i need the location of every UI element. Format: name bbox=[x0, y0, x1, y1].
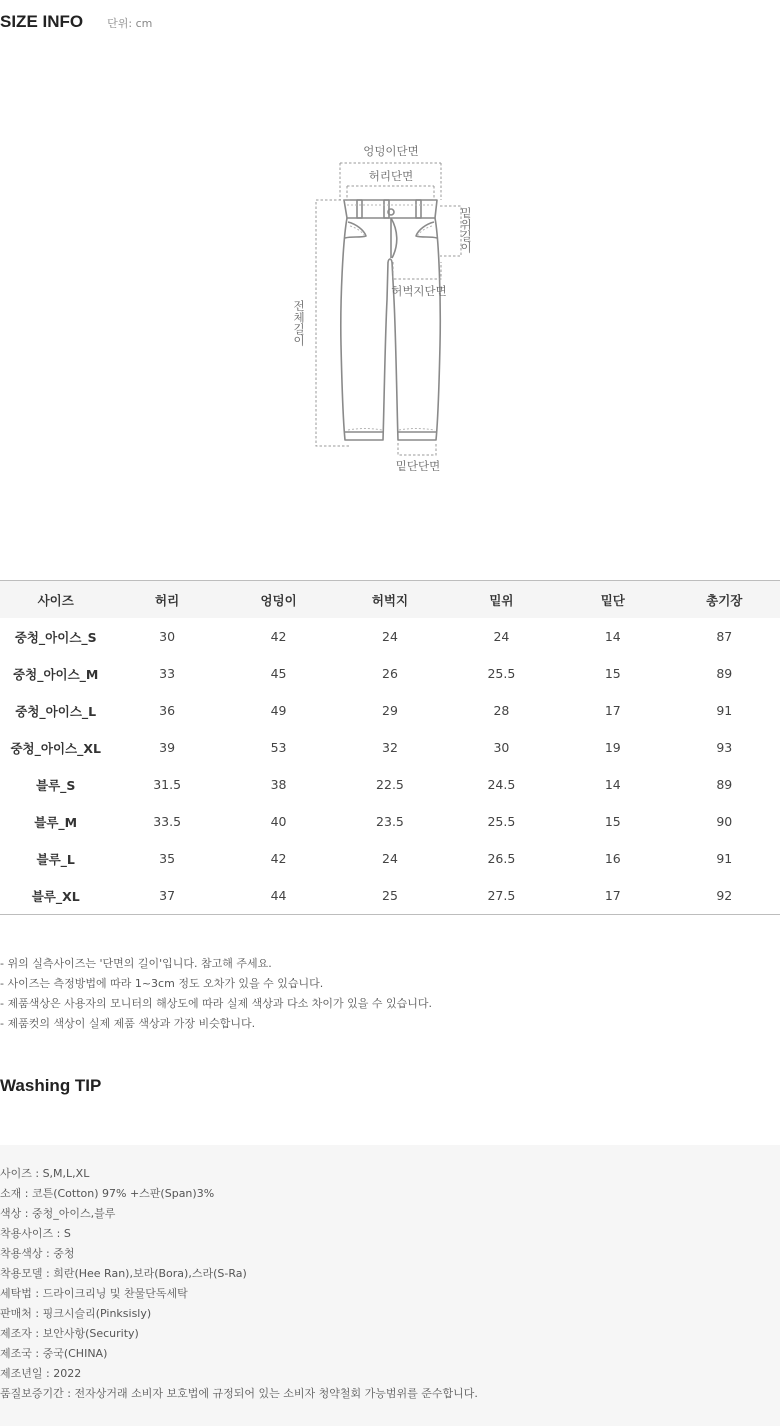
table-cell: 14 bbox=[604, 629, 621, 644]
table-cell: 15 bbox=[604, 666, 621, 681]
table-cell: 17 bbox=[604, 703, 621, 718]
column-header-size: 사이즈 bbox=[0, 581, 111, 619]
size-cell: 블루_XL bbox=[0, 877, 111, 915]
info-item-year: 제조년일 : 2022 bbox=[0, 1367, 82, 1380]
size-info-header bbox=[0, 12, 152, 38]
table-cell: 93 bbox=[716, 740, 733, 755]
table-cell: 37 bbox=[111, 877, 222, 915]
size-table-header-row bbox=[0, 581, 780, 619]
size-cell: 중청_아이스_L bbox=[15, 703, 97, 719]
table-cell: 33.5 bbox=[153, 814, 182, 829]
pants-measurement-diagram bbox=[0, 130, 780, 490]
info-item-manufacturer: 제조자 : 보안사항(Security) bbox=[0, 1327, 139, 1340]
table-cell: 89 bbox=[716, 777, 733, 792]
info-item-warranty: 품질보증기간 : 전자상거래 소비자 보호법에 규정되어 있는 소비자 청약철회 가능범위를 준수합니다. bbox=[0, 1387, 478, 1400]
column-header-total-length: 총기장 bbox=[669, 581, 780, 619]
pants-diagram-svg bbox=[0, 130, 780, 490]
table-row bbox=[0, 877, 780, 915]
size-cell: 블루_S bbox=[36, 777, 76, 793]
size-notes bbox=[0, 954, 780, 1034]
note-item: - 제품컷의 색상이 실제 제품 색상과 가장 비슷합니다. bbox=[0, 1017, 256, 1030]
size-cell: 중청_아이스_M bbox=[13, 666, 99, 682]
table-cell: 91 bbox=[716, 703, 733, 718]
table-cell: 24 bbox=[493, 629, 510, 644]
table-row bbox=[0, 840, 780, 877]
size-info-title: SIZE INFO bbox=[0, 12, 84, 31]
measurement-labels bbox=[292, 144, 473, 473]
column-header-thigh: 허벅지 bbox=[334, 581, 445, 619]
total-length-label: 전체길이 bbox=[292, 300, 306, 346]
table-cell: 42 bbox=[270, 629, 287, 644]
table-cell: 26 bbox=[382, 666, 398, 681]
table-cell: 26.5 bbox=[487, 851, 516, 866]
info-item-color: 색상 : 중청_아이스,블루 bbox=[0, 1207, 116, 1220]
table-cell: 24 bbox=[382, 629, 398, 644]
table-row bbox=[0, 729, 780, 766]
product-info-panel bbox=[0, 1145, 780, 1426]
table-cell: 32 bbox=[382, 740, 398, 755]
table-row bbox=[0, 803, 780, 840]
note-item: - 위의 실측사이즈는 '단면의 길이'입니다. 참고해 주세요. bbox=[0, 957, 272, 970]
table-cell: 22.5 bbox=[376, 777, 404, 792]
table-cell: 44 bbox=[223, 877, 334, 915]
size-cell: 블루_M bbox=[34, 814, 78, 830]
table-cell: 14 bbox=[604, 777, 621, 792]
table-cell: 40 bbox=[270, 814, 287, 829]
thigh-label: 허벅지단면 bbox=[391, 284, 447, 298]
info-item-worn-color: 착용색상 : 중청 bbox=[0, 1247, 75, 1260]
column-header-rise: 밑위 bbox=[446, 581, 557, 619]
table-cell: 24.5 bbox=[487, 777, 516, 792]
info-item-size: 사이즈 : S,M,L,XL bbox=[0, 1167, 90, 1180]
table-cell: 39 bbox=[159, 740, 176, 755]
table-cell: 17 bbox=[557, 877, 668, 915]
table-cell: 25.5 bbox=[487, 666, 516, 681]
info-item-country: 제조국 : 중국(CHINA) bbox=[0, 1347, 108, 1360]
table-cell: 25.5 bbox=[487, 814, 516, 829]
table-cell: 27.5 bbox=[446, 877, 557, 915]
table-cell: 92 bbox=[669, 877, 780, 915]
table-cell: 15 bbox=[604, 814, 621, 829]
table-cell: 29 bbox=[382, 703, 398, 718]
table-cell: 89 bbox=[716, 666, 733, 681]
table-cell: 42 bbox=[270, 851, 287, 866]
column-header-hip: 엉덩이 bbox=[223, 581, 334, 619]
table-cell: 24 bbox=[382, 851, 398, 866]
table-cell: 25 bbox=[334, 877, 445, 915]
table-row bbox=[0, 618, 780, 655]
table-cell: 38 bbox=[270, 777, 287, 792]
washing-tip-title: Washing TIP bbox=[0, 1076, 102, 1095]
table-cell: 30 bbox=[493, 740, 510, 755]
table-cell: 35 bbox=[159, 851, 176, 866]
size-table bbox=[0, 580, 780, 915]
table-cell: 23.5 bbox=[376, 814, 404, 829]
table-cell: 36 bbox=[159, 703, 176, 718]
info-item-worn-size: 착용사이즈 : S bbox=[0, 1227, 71, 1240]
table-row bbox=[0, 655, 780, 692]
column-header-hem: 밑단 bbox=[557, 581, 668, 619]
table-row bbox=[0, 766, 780, 803]
info-item-model: 착용모델 : 희란(Hee Ran),보라(Bora),스라(S-Ra) bbox=[0, 1267, 247, 1280]
size-cell: 중청_아이스_XL bbox=[10, 740, 101, 756]
pants-outline-icon bbox=[341, 200, 440, 440]
info-item-material: 소재 : 코튼(Cotton) 97% +스판(Span)3% bbox=[0, 1187, 215, 1200]
table-cell: 49 bbox=[270, 703, 287, 718]
table-cell: 91 bbox=[716, 851, 733, 866]
info-item-washing: 세탁법 : 드라이크리닝 및 찬물단독세탁 bbox=[0, 1287, 188, 1300]
size-cell: 블루_L bbox=[36, 851, 75, 867]
info-item-seller: 판매처 : 핑크시슬리(Pinksisly) bbox=[0, 1307, 152, 1320]
table-cell: 16 bbox=[604, 851, 621, 866]
table-cell: 28 bbox=[493, 703, 510, 718]
table-cell: 45 bbox=[270, 666, 287, 681]
table-cell: 31.5 bbox=[153, 777, 182, 792]
unit-label: 단위: cm bbox=[107, 17, 153, 30]
hip-label: 엉덩이단면 bbox=[363, 144, 419, 158]
table-cell: 90 bbox=[716, 814, 733, 829]
rise-label: 밑위길이 bbox=[459, 207, 473, 253]
note-item: - 제품색상은 사용자의 모니터의 해상도에 따라 실제 색상과 다소 차이가 있을 수 있습니다. bbox=[0, 997, 432, 1010]
hem-label: 밑단단면 bbox=[395, 459, 441, 473]
column-header-waist: 허리 bbox=[111, 581, 222, 619]
table-cell: 19 bbox=[604, 740, 621, 755]
table-cell: 87 bbox=[716, 629, 733, 644]
waist-label: 허리단면 bbox=[368, 169, 414, 183]
table-cell: 53 bbox=[270, 740, 287, 755]
table-row bbox=[0, 692, 780, 729]
table-cell: 30 bbox=[159, 629, 176, 644]
size-cell: 중청_아이스_S bbox=[14, 629, 97, 645]
table-cell: 33 bbox=[159, 666, 176, 681]
note-item: - 사이즈는 측정방법에 따라 1~3cm 정도 오차가 있을 수 있습니다. bbox=[0, 977, 324, 990]
